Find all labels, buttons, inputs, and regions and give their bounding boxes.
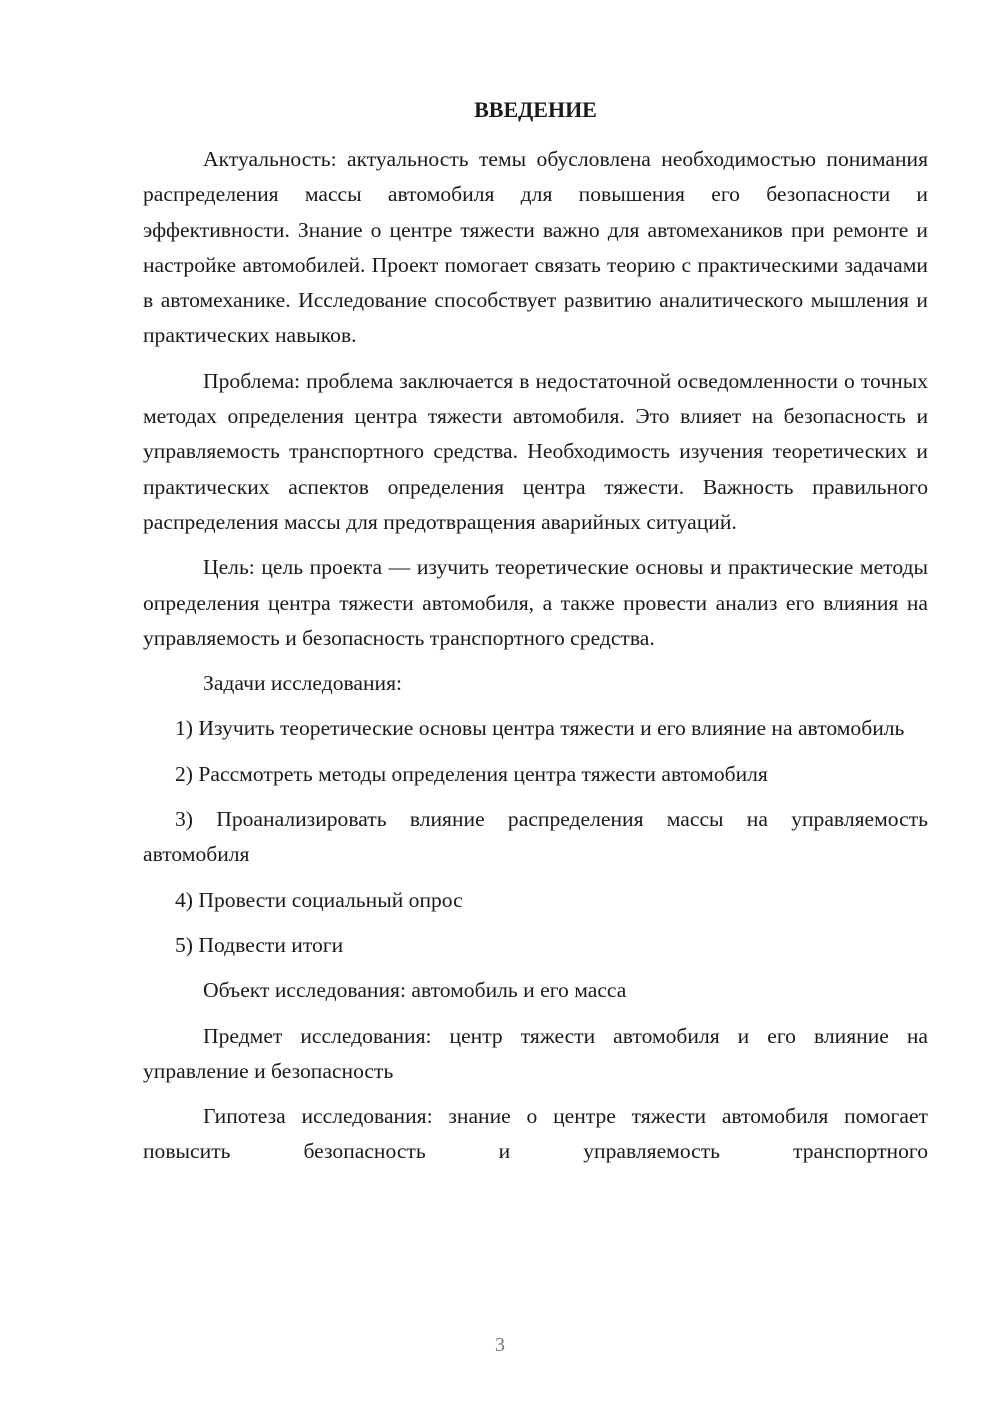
object-paragraph: Объект исследования: автомобиль и его масса — [203, 978, 627, 1003]
hypothesis-paragraph: Гипотеза исследования: знание о центре тяжести автомобиля помогает повысить безопасность и управляемость транспортного — [143, 1104, 928, 1164]
task-item: 3) Проанализировать влияние распределения массы на управляемость автомобиля — [143, 807, 928, 867]
section-title: ВВЕДЕНИЕ — [474, 97, 597, 122]
subject-paragraph: Предмет исследования: центр тяжести автомобиля и его влияние на управление и безопасность — [143, 1023, 928, 1083]
task-item: 2) Рассмотреть методы определения центра тяжести автомобиля — [175, 761, 768, 786]
page-number: 3 — [495, 1334, 505, 1356]
document-page — [143, 92, 928, 1180]
problem-paragraph: Проблема: проблема заключается в недостаточной осведомленности о точных методах определения центра тяжести автомобиля. Это влияет на безопасность и управляемость транспортного средства. Необходимость изучения теоретических и практических аспектов определения центра тяжести. Важность правильного распределения массы для предотвращения аварийных ситуаций. — [143, 368, 928, 534]
task-item: 4) Провести социальный опрос — [175, 887, 463, 912]
goal-paragraph: Цель: цель проекта — изучить теоретические основы и практические методы определения центра тяжести автомобиля, а также провести анализ его влияния на управляемость и безопасность транспортного средства. — [143, 555, 928, 650]
relevance-paragraph: Актуальность: актуальность темы обусловлена необходимостью понимания распределения массы автомобиля для повышения его безопасности и эффективности. Знание о центре тяжести важно для автомехаников при ремонте и настройке автомобилей. Проект помогает связать теорию с практическими задачами в автомеханике. Исследование способствует развитию аналитического мышления и практических навыков. — [143, 147, 928, 348]
task-item: 1) Изучить теоретические основы центра тяжести и его влияние на автомобиль — [175, 716, 905, 741]
tasks-heading: Задачи исследования: — [203, 671, 403, 696]
task-item: 5) Подвести итоги — [175, 932, 344, 957]
